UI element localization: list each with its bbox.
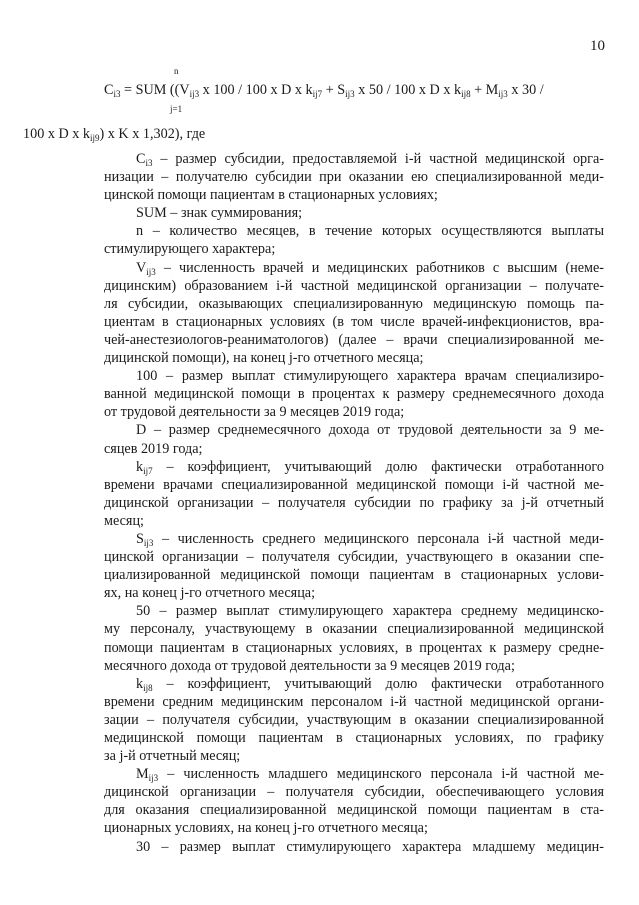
text-run: зации – получателя субсидии, участвующим в оказании специализированной [104, 711, 604, 728]
text-line [104, 331, 604, 349]
text-line [104, 367, 604, 385]
subscript: ij9 [90, 133, 100, 143]
text-line [104, 819, 604, 837]
text-run: + M [470, 82, 499, 98]
formula-sum: SUM [135, 82, 167, 98]
text-line [104, 186, 604, 204]
text-line [104, 711, 604, 729]
text-line [104, 838, 604, 856]
text-run: ванной медицинской помощи в процентах к размеру среднемесячного дохода [104, 386, 604, 403]
text-run: M [136, 766, 149, 783]
formula-lhs: C [104, 82, 114, 98]
text-line [104, 476, 604, 494]
subscript: ij8 [143, 682, 153, 693]
text-line [104, 421, 604, 439]
text-run: – размер субсидии, предоставляемой i-й частной медицинской орга- [152, 151, 604, 167]
text-run: 50 – размер выплат стимулирующего характера среднему медицинско- [136, 603, 604, 620]
text-run: ционарных условиях, на конец j-го отчетного месяца; [104, 820, 428, 837]
text-run: k [136, 458, 144, 475]
text-run: времени врачами специализированной медицинской помощи i-й частной ме- [104, 476, 604, 493]
text-run: 100 x D x k [23, 126, 90, 142]
text-run: 30 – размер выплат стимулирующего характера младшему медицин- [136, 838, 604, 855]
text-run: ((V [166, 82, 190, 98]
text-line [104, 512, 604, 530]
sum-upper-limit: n [174, 66, 179, 76]
text-line [104, 530, 604, 548]
text-line [104, 729, 604, 747]
text-run: x 30 / [507, 82, 544, 98]
text-run: S [136, 530, 144, 547]
text-run: x 50 / 100 x D x k [354, 82, 462, 98]
document-body [104, 150, 604, 856]
subscript: ij8 [461, 89, 471, 99]
text-run: C [136, 151, 146, 167]
text-run: – коэффициент, учитывающий долю фактически отработанного [152, 675, 604, 692]
text-line [104, 440, 604, 458]
subscript: ij3 [146, 266, 156, 277]
subscript: ij3 [498, 89, 508, 99]
text-run: 100 – размер выплат стимулирующего характера врачам специализиро- [136, 368, 604, 385]
text-run: циентам в стационарных условиях (в том числе врачей-инфекционистов, вра- [104, 313, 604, 330]
text-line [104, 277, 604, 295]
text-run: дицинской помощи), на конец j-го отчетного месяца; [104, 350, 424, 367]
text-run: месяц; [104, 512, 144, 529]
text-run: дицинским) образованием i-й частной медицинской организации – получате- [104, 277, 604, 294]
text-line [104, 204, 604, 222]
text-run: циализированной медицинской помощи пациентам в стационарных услови- [104, 567, 604, 584]
text-line [104, 222, 604, 240]
sum-lower-limit: j=1 [170, 104, 183, 114]
text-line [104, 349, 604, 367]
text-run: медицинской помощи пациентам в стационарных условиях, по графику [104, 730, 604, 746]
text-run: ля субсидии, оказывающих специализированную медицинскую помощь па- [104, 295, 604, 312]
text-run: за j-й отчетный месяц; [104, 748, 241, 765]
text-run: n – количество месяцев, в течение которых осуществляются выплаты [136, 223, 604, 240]
formula-line-1 [104, 82, 544, 99]
text-line [104, 494, 604, 512]
text-line [104, 675, 604, 693]
subscript: ij3 [143, 537, 154, 548]
text-run: – коэффициент, учитывающий долю фактически отработанного [152, 458, 604, 475]
subscript: ij3 [345, 89, 355, 99]
text-line [104, 385, 604, 403]
text-run: – численность младшего медицинского персонала i-й частной ме- [158, 766, 604, 783]
text-run: + S [322, 82, 346, 98]
page-number: 10 [590, 38, 605, 54]
text-run: ) x K x 1,302), где [99, 126, 206, 142]
subscript: ij7 [143, 465, 153, 476]
subscript: ij3 [189, 89, 200, 99]
formula-line-1-rest [166, 82, 543, 98]
text-line [104, 168, 604, 186]
text-line [104, 783, 604, 801]
text-run: – численность среднего медицинского персонала i-й частной меди- [153, 530, 604, 547]
text-line [104, 801, 604, 819]
text-line [104, 566, 604, 584]
text-run: – численность врачей и медицинских работников с высшим (неме- [155, 259, 604, 276]
text-run: для оказания специализированной медицинской помощи пациентам в ста- [104, 802, 604, 819]
text-run: цинской помощи пациентам в стационарных условиях; [104, 187, 438, 204]
text-line [104, 403, 604, 421]
text-line [104, 657, 604, 675]
subscript: i3 [145, 158, 153, 168]
formula-eq: = [120, 82, 136, 98]
formula-lhs-sub: i3 [113, 89, 121, 99]
text-run: времени средним медицинским персоналом i-й частной медицинской органи- [104, 693, 604, 710]
text-line [104, 295, 604, 313]
text-line [104, 602, 604, 620]
text-line [104, 584, 604, 602]
formula-line-2 [23, 126, 205, 143]
formula [23, 66, 614, 146]
text-line [104, 693, 604, 711]
text-run: D – размер среднемесячного дохода от трудовой деятельности за 9 ме- [136, 422, 604, 439]
text-line [104, 458, 604, 476]
text-run: чей-анестезиологов-реаниматологов) (далее – врачи специализированной ме- [104, 331, 604, 348]
text-run: низации – получателю субсидии при оказании ею специализированной меди- [104, 169, 604, 186]
text-run: от трудовой деятельности за 9 месяцев 2019 года; [104, 404, 405, 421]
text-run: ях, на конец j-го отчетного месяца; [104, 585, 316, 602]
text-run: SUM – знак суммирования; [136, 205, 303, 222]
subscript: ij3 [148, 773, 159, 784]
text-line [104, 240, 604, 258]
text-run: помощи пациентам в стационарных условиях, в процентах к размеру средне- [104, 639, 604, 656]
text-run: месячного дохода от трудовой деятельности за 9 месяцев 2019 года; [104, 657, 515, 674]
text-line [104, 620, 604, 638]
text-line [104, 639, 604, 657]
text-run: x 100 / 100 x D x k [199, 82, 313, 98]
text-line [104, 765, 604, 783]
text-run: V [136, 259, 147, 276]
text-line [104, 313, 604, 331]
text-run: k [136, 675, 144, 692]
text-line [104, 150, 604, 168]
text-run: сяцев 2019 года; [104, 440, 203, 457]
text-run: дицинской организации – получателя субсидии по графику за j-й отчетный [104, 494, 604, 511]
text-run: му персоналу, участвующему в оказании специализированной медицинской [104, 621, 604, 638]
text-run: стимулирующего характера; [104, 241, 276, 258]
text-line [104, 747, 604, 765]
text-run: дицинской организации – получателя субсидии, обеспечивающего условия [104, 784, 604, 801]
text-run: цинской организации – получателя субсидии, участвующего в оказании спе- [104, 549, 604, 566]
text-line [104, 259, 604, 277]
subscript: ij7 [312, 89, 323, 99]
text-line [104, 548, 604, 566]
